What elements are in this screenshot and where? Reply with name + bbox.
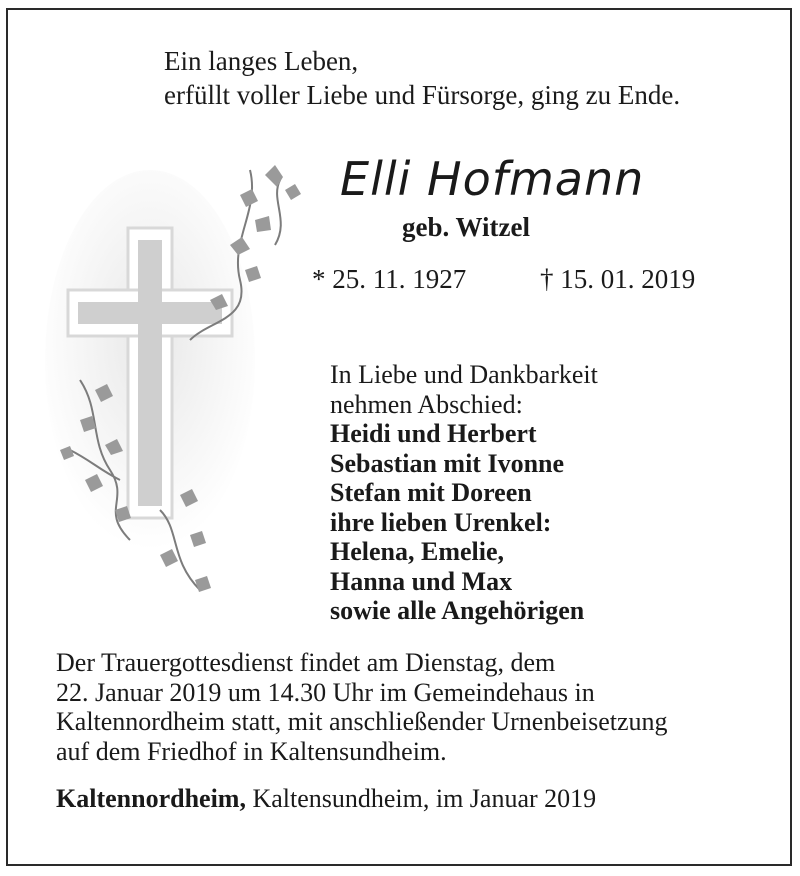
mourners-block [330, 360, 598, 626]
deceased-name: Elli Hofmann [340, 152, 645, 206]
mourner-name: Hanna und Max [330, 566, 513, 596]
birth-date: * 25. 11. 1927 [312, 264, 467, 294]
cross-with-ivy-icon [40, 150, 320, 620]
place-name: Kaltennordheim, [56, 784, 246, 813]
death-date: † 15. 01. 2019 [540, 264, 696, 294]
mourner-name: Stefan mit Doreen [330, 478, 532, 507]
birth-name: geb. Witzel [402, 212, 530, 242]
mourners-intro-line-2: nehmen Abschied: [330, 389, 523, 419]
intro-line-2: erfüllt voller Liebe und Fürsorge, ging zu Ende. [164, 80, 681, 110]
service-line: Der Trauergottesdienst findet am Dienstag, dem [56, 648, 556, 677]
mourner-name: Helena, Emelie, [330, 537, 505, 566]
service-notice [56, 648, 668, 766]
mourner-name: Heidi und Herbert [330, 419, 537, 448]
place-date-rest: Kaltensundheim, im Januar 2019 [245, 784, 597, 813]
mourner-name: Sebastian mit Ivonne [330, 448, 565, 478]
intro-verse [164, 44, 680, 112]
mourner-name: ihre lieben Urenkel: [330, 507, 552, 537]
service-line: auf dem Friedhof in Kaltensundheim. [56, 736, 447, 766]
place-date-line [56, 784, 596, 814]
mourner-name: sowie alle Angehörigen [330, 596, 585, 625]
service-line: 22. Januar 2019 um 14.30 Uhr im Gemeindehaus in [56, 677, 595, 707]
mourners-intro-line-1: In Liebe und Dankbarkeit [330, 360, 598, 389]
intro-line-1: Ein langes Leben, [164, 46, 359, 76]
service-line: Kaltennordheim statt, mit anschließender Urnenbeisetzung [56, 707, 668, 736]
